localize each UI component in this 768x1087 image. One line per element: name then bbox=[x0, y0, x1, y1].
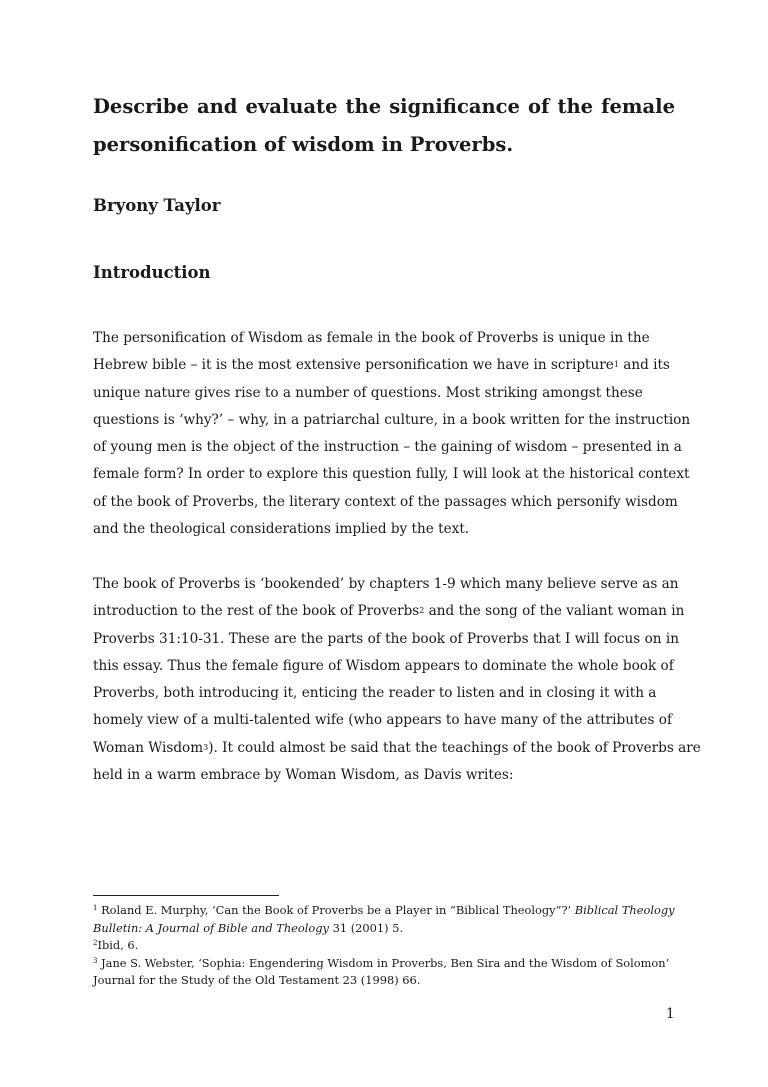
footnote-ref-3: 3 bbox=[203, 742, 209, 752]
paragraph-2 bbox=[93, 571, 701, 789]
line-text: and the song of the valiant woman in bbox=[424, 603, 685, 620]
footnote-1-continued bbox=[93, 920, 675, 938]
line-text: introduction to the rest of the book of Proverbs bbox=[93, 603, 420, 620]
essay-title-line-2: personification of wisdom in Proverbs. bbox=[93, 133, 514, 156]
paragraph-line: The personification of Wisdom as female in the book of Proverbs is unique in the bbox=[93, 330, 650, 346]
footnote-number: 2 bbox=[93, 939, 98, 948]
paragraph-line: Proverbs 31:10-31. These are the parts of the book of Proverbs that I will focus on in bbox=[93, 630, 679, 647]
footnote-number: 3 bbox=[93, 956, 98, 965]
footnote-ref-2: 2 bbox=[419, 606, 425, 616]
line-text: and its bbox=[618, 357, 670, 374]
paragraph-1 bbox=[93, 325, 691, 543]
paragraph-line: unique nature gives rise to a number of questions. Most striking amongst these bbox=[93, 384, 643, 401]
footnote-text: Jane S. Webster, ‘Sophia: Engendering Wisdom in Proverbs, Ben Sira and the Wisdom of Solomon’ bbox=[97, 955, 670, 970]
paragraph-line bbox=[93, 352, 675, 379]
footnote-text: Ibid, 6. bbox=[97, 938, 139, 953]
section-heading: Introduction bbox=[93, 263, 211, 282]
paragraph-line bbox=[93, 598, 685, 625]
paragraph-line: held in a warm embrace by Woman Wisdom, as Davis writes: bbox=[93, 767, 514, 784]
footnote-text: Roland E. Murphy, ‘Can the Book of Proverbs be a Player in “Biblical Theology”?’ bbox=[97, 903, 575, 917]
footnote-3 bbox=[93, 955, 675, 973]
paragraph-line: homely view of a multi-talented wife (who appears to have many of the attributes of bbox=[93, 712, 672, 729]
paragraph-line: female form? In order to explore this question fully, I will look at the historical context bbox=[93, 466, 690, 483]
footnotes bbox=[93, 902, 675, 990]
essay-title-line-1: Describe and evaluate the significance of the female bbox=[93, 95, 675, 118]
paragraph-line: of young men is the object of the instruction – the gaining of wisdom – presented in a bbox=[93, 439, 682, 456]
paragraph-line: The book of Proverbs is ‘bookended’ by chapters 1-9 which many believe serve as an bbox=[93, 576, 679, 592]
footnote-text: 31 (2001) 5. bbox=[329, 920, 404, 935]
footnote-1 bbox=[93, 902, 675, 920]
paragraph-line: and the theological considerations implied by the text. bbox=[93, 521, 470, 538]
line-text: Hebrew bible – it is the most extensive personification we have in scripture bbox=[93, 357, 614, 374]
essay-title bbox=[93, 88, 675, 164]
author-name: Bryony Taylor bbox=[93, 196, 221, 215]
paragraph-line: Proverbs, both introducing it, enticing the reader to listen and in closing it with a bbox=[93, 685, 657, 702]
footnote-journal-title: Bulletin: A Journal of Bible and Theology bbox=[93, 920, 329, 935]
footnote-ref-1: 1 bbox=[613, 360, 619, 370]
line-text: ). It could almost be said that the teachings of the book of Proverbs are bbox=[208, 739, 701, 756]
paragraph-line: questions is ‘why?’ – why, in a patriarchal culture, in a book written for the instruction bbox=[93, 411, 691, 428]
footnote-2 bbox=[93, 937, 675, 955]
page-number: 1 bbox=[666, 1006, 675, 1022]
paragraph-line: this essay. Thus the female figure of Wisdom appears to dominate the whole book of bbox=[93, 657, 674, 674]
paragraph-line: of the book of Proverbs, the literary context of the passages which personify wisdom bbox=[93, 493, 678, 510]
footnote-number: 1 bbox=[93, 904, 98, 912]
footnote-journal-title: Biblical Theology bbox=[574, 903, 675, 917]
paragraph-line bbox=[93, 735, 701, 762]
line-text: Woman Wisdom bbox=[93, 739, 204, 756]
footnote-divider bbox=[93, 895, 279, 896]
footnote-3-continued: Journal for the Study of the Old Testament 23 (1998) 66. bbox=[93, 973, 421, 988]
